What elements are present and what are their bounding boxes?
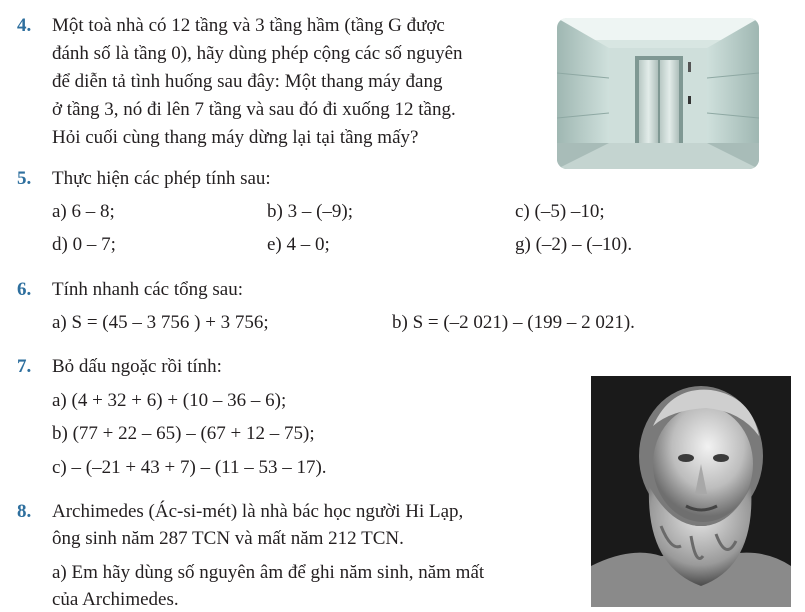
problem-5-item-b: b) 3 – (–9); [267, 201, 354, 222]
problem-8-line-2: ông sinh năm 287 TCN và mất năm 212 TCN. [52, 528, 404, 549]
problem-4-line-2: đánh số là tầng 0), hãy dùng phép cộng các số nguyên [52, 43, 463, 64]
problem-7-number: 7. [17, 356, 32, 377]
problem-5-item-d: d) 0 – 7; [52, 234, 116, 255]
problem-4-line-5: Hỏi cuối cùng thang máy dừng lại tại tầng mấy? [52, 127, 419, 148]
problem-5-item-e: e) 4 – 0; [267, 234, 330, 255]
problem-7-item-c: c) – (–21 + 43 + 7) – (11 – 53 – 17). [52, 457, 327, 478]
problem-5-item-g: g) (–2) – (–10). [515, 234, 633, 255]
problem-6-text: Tính nhanh các tổng sau: [52, 279, 244, 300]
problem-5-item-a: a) 6 – 8; [52, 201, 115, 222]
problem-4-line-1: Một toà nhà có 12 tầng và 3 tầng hầm (tầng G được [52, 15, 445, 36]
problem-4-line-3: để diễn tả tình huống sau đây: Một thang máy đang [52, 71, 443, 92]
problem-7-text: Bỏ dấu ngoặc rồi tính: [52, 356, 222, 377]
elevator-photo [557, 18, 759, 169]
problem-6-item-a: a) S = (45 – 3 756 ) + 3 756; [52, 312, 269, 333]
problem-6-number: 6. [17, 279, 32, 300]
problem-7-item-a: a) (4 + 32 + 6) + (10 – 36 – 6); [52, 390, 287, 411]
problem-7-item-b: b) (77 + 22 – 65) – (67 + 12 – 75); [52, 423, 315, 444]
problem-5-text: Thực hiện các phép tính sau: [52, 168, 271, 189]
problem-8-line-1: Archimedes (Ác-si-mét) là nhà bác học người Hi Lạp, [52, 501, 464, 522]
archimedes-bust-photo [591, 376, 791, 607]
problem-8-number: 8. [17, 501, 32, 522]
problem-5-item-c: c) (–5) –10; [515, 201, 605, 222]
problem-6-item-b: b) S = (–2 021) – (199 – 2 021). [392, 312, 635, 333]
problem-5-number: 5. [17, 168, 32, 189]
problem-8-item-a-cont: của Archimedes. [52, 589, 179, 610]
problem-4-number: 4. [17, 15, 32, 36]
problem-4-line-4: ở tầng 3, nó đi lên 7 tầng và sau đó đi xuống 12 tầng. [52, 99, 456, 120]
problem-8-item-a: a) Em hãy dùng số nguyên âm để ghi năm sinh, năm mất [52, 562, 485, 583]
